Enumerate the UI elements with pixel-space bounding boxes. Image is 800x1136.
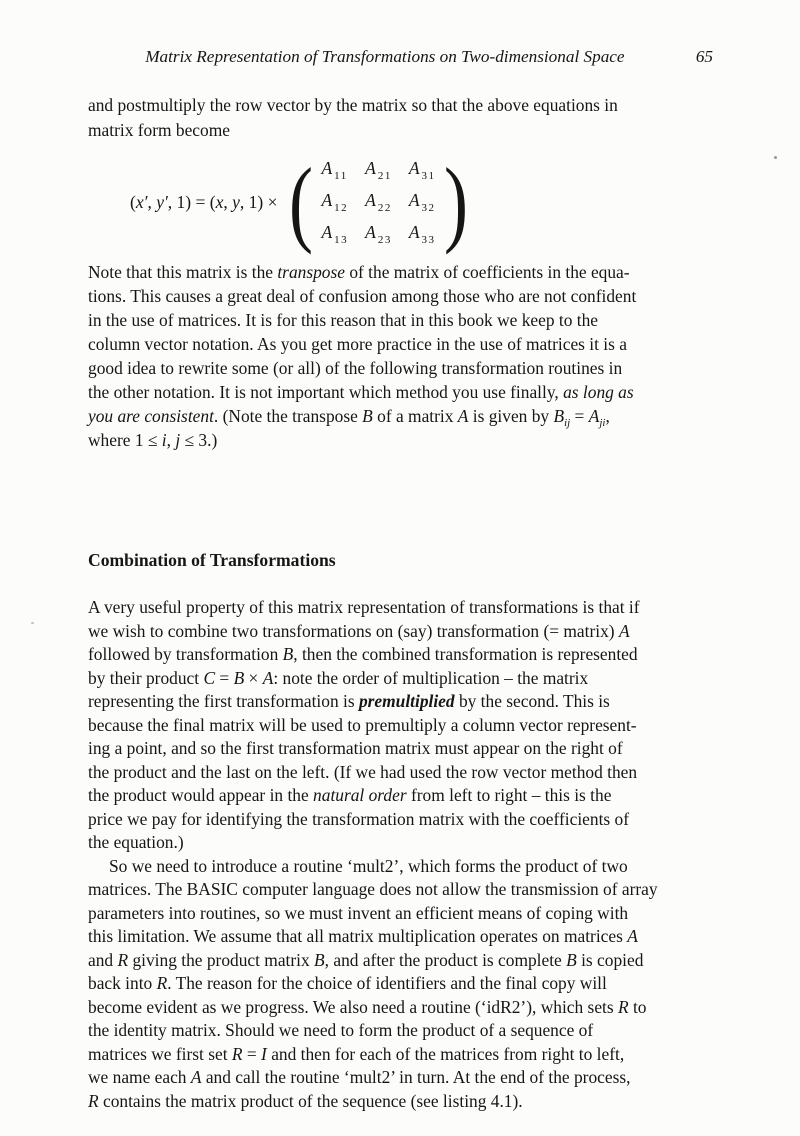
- matrix-entry: A $_{13}$: [321, 222, 349, 246]
- text-line: and postmultiply the row vector by the matrix so that the above equations in: [88, 95, 618, 115]
- matrix-entry: A $_{31}$: [408, 158, 436, 182]
- text-line: and R giving the product matrix B, and after the product is complete B is copied: [88, 949, 644, 970]
- matrix-equation: [130, 148, 472, 255]
- text-line: become evident as we progress. We also need a routine (‘idR2’), which sets R to: [88, 996, 647, 1017]
- text-line: the other notation. It is not important which method you use finally, as long as: [88, 382, 634, 402]
- text-line: we wish to combine two transformations on (say) transformation (= matrix) A: [88, 620, 630, 641]
- matrix-entry: A $_{23}$: [365, 222, 392, 246]
- text-line: we name each A and call the routine ‘mult2’ in turn. At the end of the process,: [88, 1067, 631, 1087]
- matrix-close-paren: ): [443, 148, 468, 255]
- text-line: representing the first transformation is premultiplied by the second. This is: [88, 691, 610, 711]
- text-line: by their product C = B × A: note the order of multiplication – the matrix: [88, 667, 589, 688]
- text-line: back into R. The reason for the choice of identifiers and the final copy will: [88, 973, 607, 993]
- text-line: R contains the matrix product of the sequence (see listing 4.1).: [88, 1090, 523, 1111]
- text-line: Note that this matrix is the transpose of the matrix of coefficients in the equa-: [88, 262, 630, 282]
- matrix-entry: A $_{33}$: [408, 222, 436, 246]
- text-line: the product and the last on the left. (If we had used the row vector method then: [88, 761, 638, 782]
- paragraph-transpose-note: [88, 260, 736, 452]
- matrix-entry: A $_{11}$: [321, 158, 348, 182]
- text-line: good idea to rewrite some (or all) of the following transformation routines in: [88, 358, 623, 378]
- text-line: in the use of matrices. It is for this reason that in this book we keep to the: [88, 310, 599, 330]
- text-line: the identity matrix. Should we need to form the product of a sequence of: [88, 1020, 594, 1040]
- text-line: (x′, y′, 1) = (x, y, 1) ×: [130, 191, 278, 212]
- text-line: this limitation. We assume that all matrix multiplication operates on matrices A: [88, 926, 638, 946]
- matrix-open-paren: (: [289, 148, 314, 255]
- text-line: column vector notation. As you get more practice in the use of matrices it is a: [88, 334, 627, 354]
- text-line: the product would appear in the natural order from left to right – this is the: [88, 785, 612, 805]
- paragraph-combination-body: [88, 596, 736, 1113]
- text-line: price we pay for identifying the transformation matrix with the coefficients of: [88, 808, 630, 829]
- scan-speck: [31, 622, 34, 624]
- running-header-title: Matrix Representation of Transformations on Two-dimensional Space: [145, 47, 625, 66]
- matrix-entry: A $_{12}$: [321, 190, 349, 214]
- scan-speck: [774, 156, 777, 159]
- text-line: the equation.): [88, 832, 184, 852]
- equation-lhs: [130, 192, 277, 213]
- matrix-grid: [319, 155, 437, 249]
- paragraph-intro: [88, 93, 736, 143]
- text-line: A very useful property of this matrix representation of transformations is that if: [88, 597, 640, 617]
- text-line: followed by transformation B, then the combined transformation is represented: [88, 644, 638, 664]
- text-line: where 1 ≤ i, j ≤ 3.): [88, 430, 218, 450]
- text-line: tions. This causes a great deal of confusion among those who are not confident: [88, 286, 637, 306]
- matrix-entry: A $_{32}$: [408, 190, 436, 214]
- section-heading: Combination of Transformations: [88, 550, 336, 570]
- running-header: [88, 47, 713, 67]
- text-line: matrices we first set R = I and then for each of the matrices from right to left,: [88, 1043, 625, 1064]
- matrix-entry: A $_{22}$: [365, 190, 392, 214]
- text-line: ing a point, and so the first transformation matrix must appear on the right of: [88, 738, 623, 758]
- text-line: because the final matrix will be used to premultiply a column vector represent-: [88, 714, 637, 735]
- page-number: 65: [695, 47, 713, 66]
- matrix-entry: A $_{21}$: [365, 158, 392, 182]
- text-line: So we need to introduce a routine ‘mult2’, which forms the product of two: [109, 855, 628, 876]
- text-line: matrix form become: [88, 120, 230, 140]
- text-line: matrices. The BASIC computer language does not allow the transmission of array: [88, 879, 658, 899]
- text-line: parameters into routines, so we must invent an efficient means of coping with: [88, 902, 629, 923]
- text-line: you are consistent. (Note the transpose B of a matrix A is given by $B_{ij} = A_{ji}$,: [88, 406, 610, 429]
